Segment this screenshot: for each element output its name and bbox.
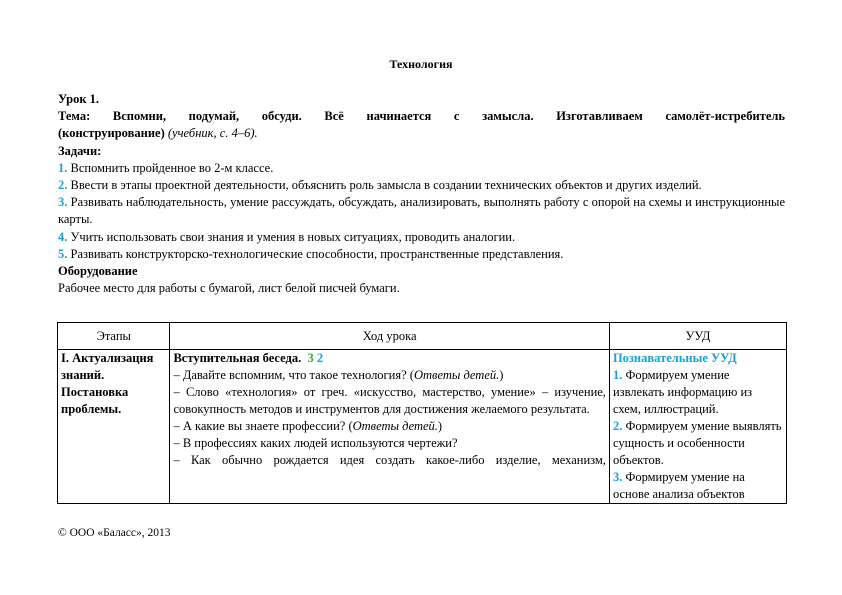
lesson-topic-line2	[58, 125, 785, 142]
uud-text: Формируем умение выявлять сущность и особенности объектов.	[612, 419, 782, 467]
slide-marker: 2	[316, 351, 324, 365]
task-text: Учить использовать свои знания и умения в новых ситуациях, проводить аналогии.	[67, 229, 516, 244]
flow-question: – Как обычно рождается идея создать какое-либо изделие, механизм,	[173, 453, 606, 467]
tasks-label: Задачи:	[58, 143, 102, 158]
flow-title: Вступительная беседа.	[173, 351, 302, 365]
page-title: Технология	[389, 57, 453, 71]
stage-line: проблемы.	[61, 402, 122, 416]
task-number: 2.	[58, 178, 68, 193]
textbook-ref: (учебник, с. 4–6).	[167, 126, 258, 141]
answer-note: Ответы детей.	[352, 419, 438, 433]
uud-number: 2.	[612, 419, 623, 433]
uud-item	[613, 469, 783, 503]
task-item	[58, 160, 785, 177]
flow-question: – А какие вы знаете профессии? (Ответы детей.)	[173, 419, 443, 433]
lesson-table	[57, 322, 787, 504]
stage-line: I. Актуализация	[61, 351, 154, 365]
topic-text: Вспомни, подумай, обсуди. Всё начинается с замысла. Изготавливаем самолёт-истребитель	[90, 109, 785, 124]
topic-line2: (конструирование)	[58, 126, 165, 141]
task-number: 4.	[58, 229, 68, 244]
task-number: 1.	[58, 160, 68, 175]
copyright: © ООО «Баласс», 2013	[58, 527, 171, 539]
header-uud: УУД	[609, 323, 786, 350]
equipment-text: Рабочее место для работы с бумагой, лист белой писчей бумаги.	[58, 281, 400, 296]
answer-note: Ответы детей.	[413, 368, 500, 382]
task-text: Вспомнить пройденное во 2-м классе.	[67, 160, 274, 175]
lesson-number: Урок 1.	[58, 92, 100, 106]
slide-marker: 3	[307, 351, 314, 365]
stage-cell	[58, 350, 170, 504]
topic-label: Тема:	[58, 109, 91, 124]
uud-text: Формируем умение извлекать информацию из схем, иллюстраций.	[612, 368, 753, 416]
stage-line: Постановка	[61, 385, 129, 399]
lesson-topic	[58, 108, 785, 125]
task-text: Развивать конструкторско-технологические способности, пространственные представления.	[67, 246, 564, 261]
header-stages: Этапы	[58, 323, 170, 350]
header-lesson-flow: Ход урока	[170, 323, 609, 350]
flow-title-line	[173, 350, 605, 367]
uud-number: 1.	[612, 368, 623, 382]
task-item	[58, 246, 785, 263]
uud-cell	[609, 350, 786, 504]
flow-definition: – Слово «технология» от греч. «искусство, мастерство, умение» – изучение, совокупность методов и инструментов для достижения желаемого результата.	[173, 385, 606, 416]
task-text: Ввести в этапы проектной деятельности, объяснить роль замысла в создании технических объектов и других изделий.	[67, 178, 702, 193]
uud-text: Формируем умение на основе анализа объектов	[612, 470, 745, 501]
table-row	[58, 350, 787, 504]
task-item	[58, 194, 785, 228]
equipment-label: Оборудование	[58, 264, 138, 279]
flow-question: – Давайте вспомним, что такое технология? (Ответы детей.)	[173, 368, 504, 382]
task-item	[58, 177, 785, 194]
task-text: Развивать наблюдательность, умение рассуждать, обсуждать, анализировать, выполнять работу с опорой на схемы и инструкционные карты.	[58, 195, 785, 227]
uud-item	[613, 367, 783, 418]
flow-question: – В профессиях каких людей используются чертежи?	[173, 436, 458, 450]
stage-line: знаний.	[61, 368, 105, 382]
task-item	[58, 229, 785, 246]
uud-item	[613, 418, 783, 469]
uud-title: Познавательные УУД	[612, 351, 737, 365]
lesson-intro	[58, 91, 785, 297]
task-number: 5.	[58, 246, 68, 261]
uud-number: 3.	[612, 470, 623, 484]
lesson-flow-cell	[170, 350, 609, 504]
table-header-row	[58, 323, 787, 350]
task-number: 3.	[58, 195, 68, 210]
